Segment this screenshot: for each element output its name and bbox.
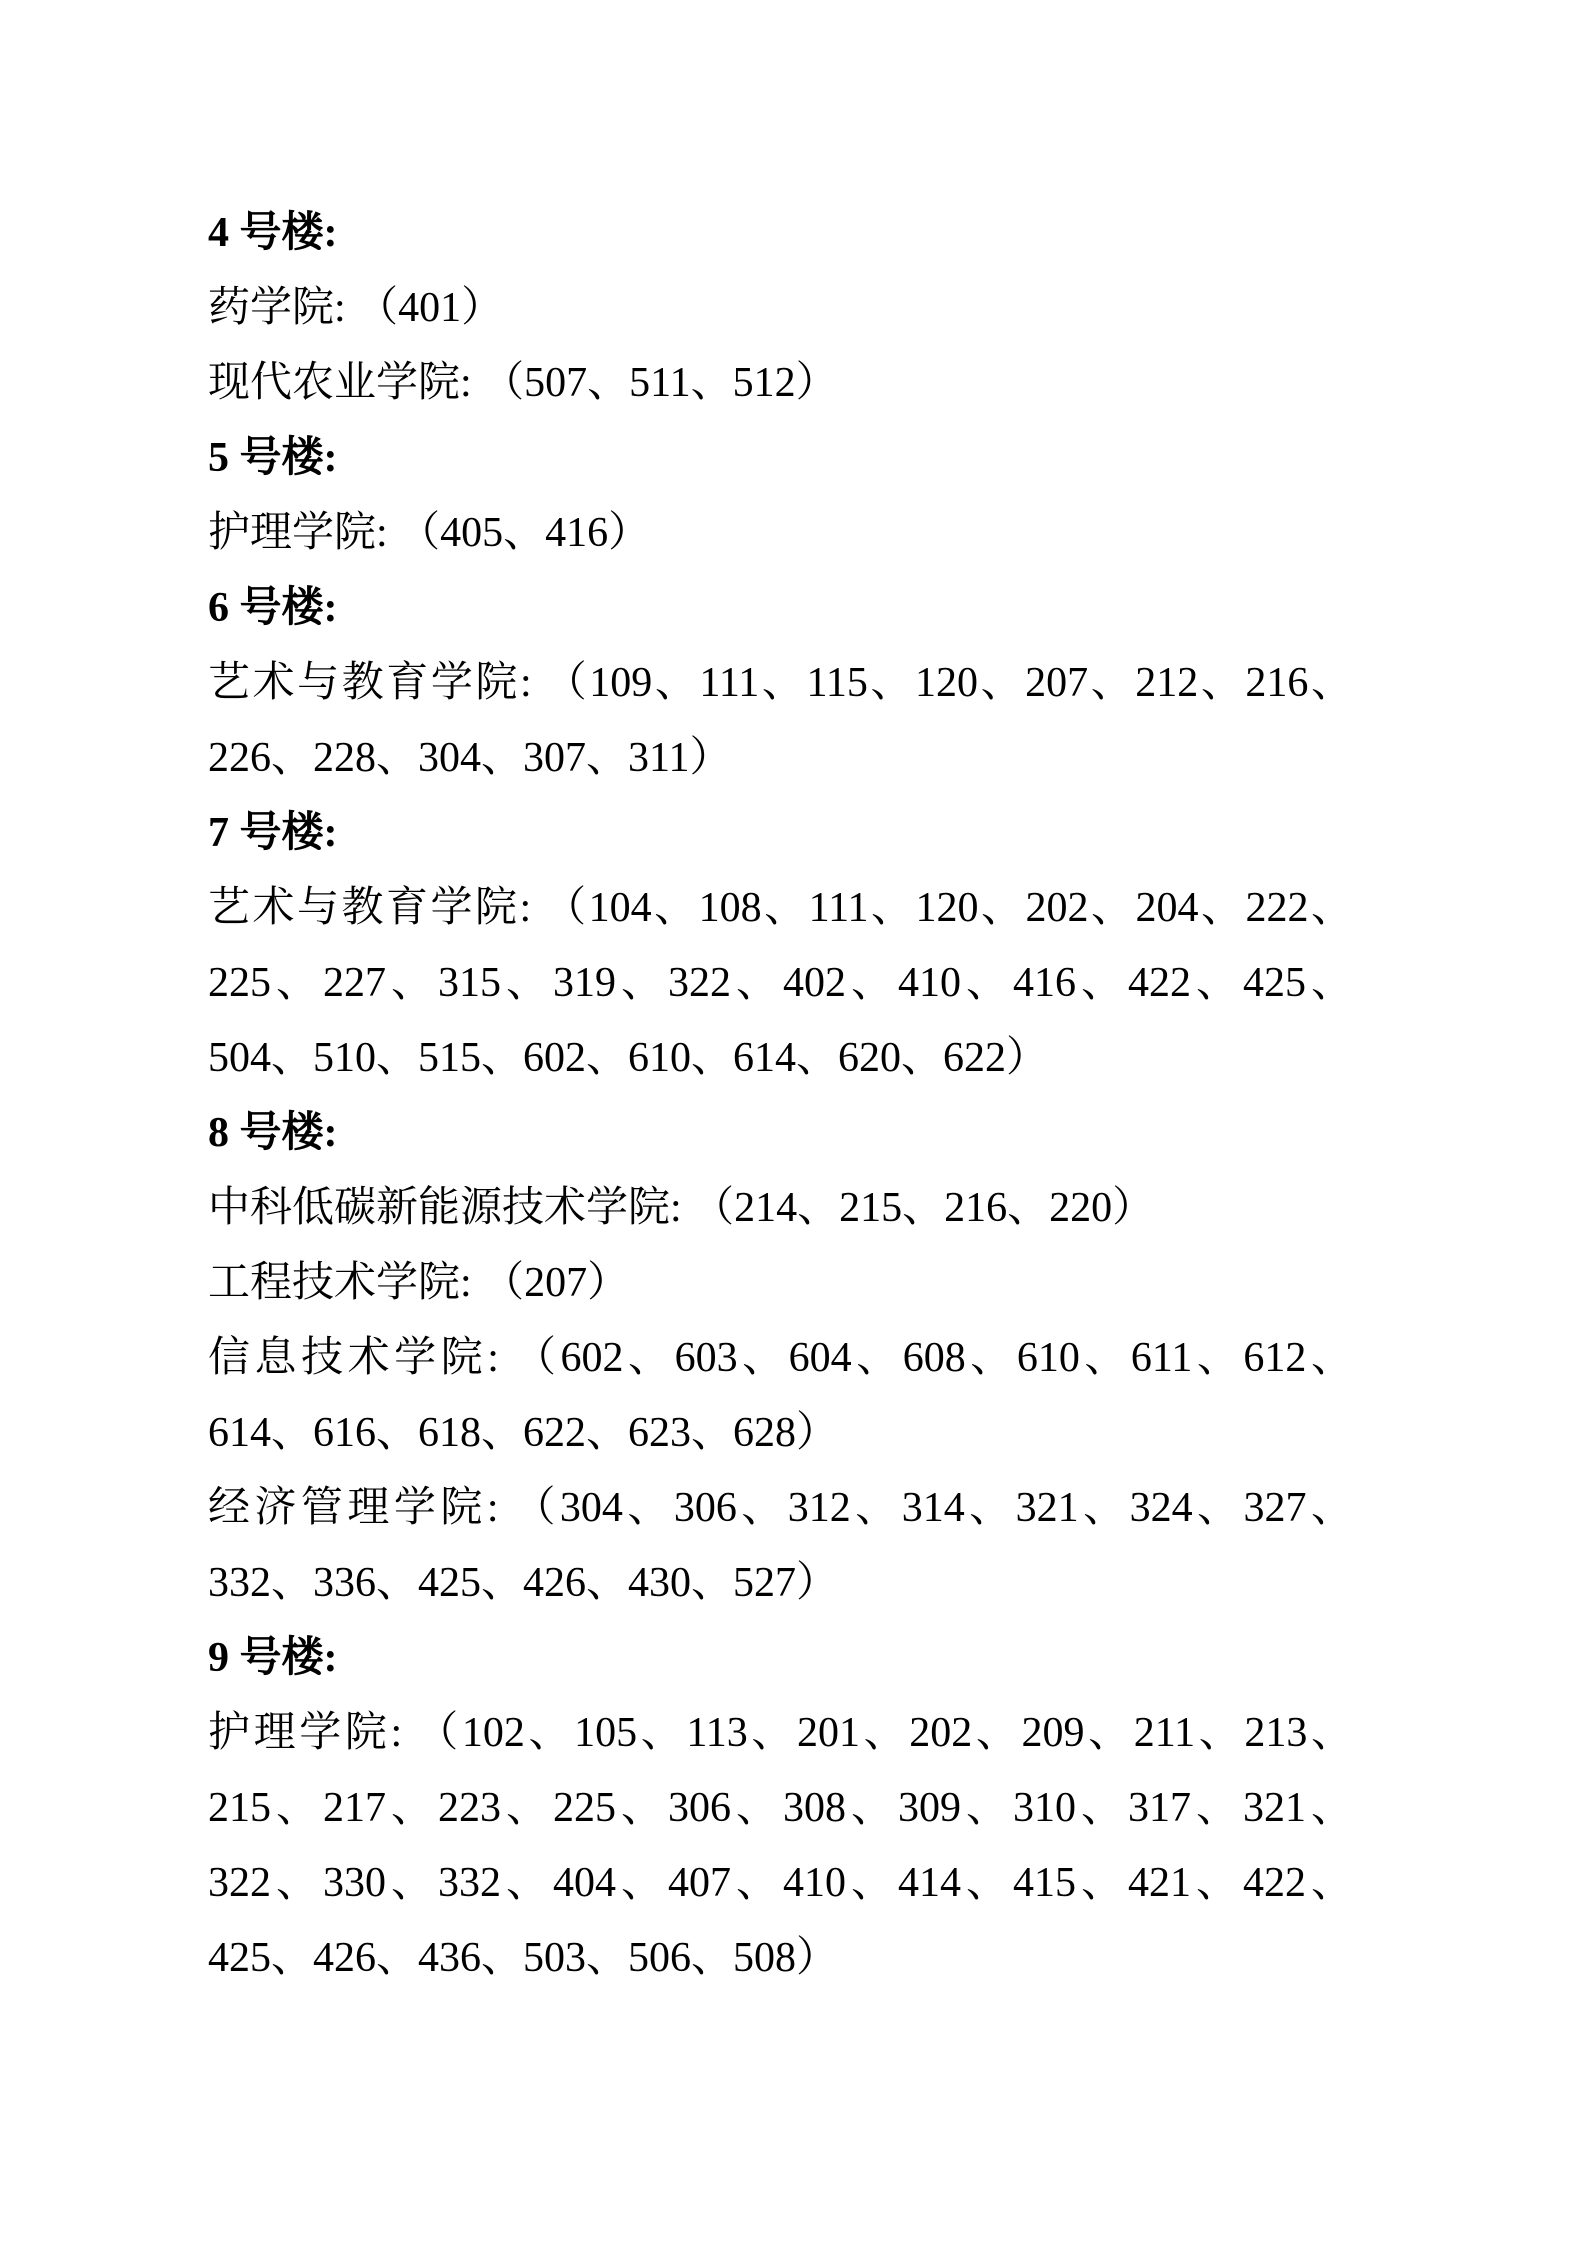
building-heading: 7 号楼: bbox=[208, 810, 338, 856]
building-heading: 5 号楼: bbox=[208, 435, 338, 481]
college-name: 药学院 bbox=[208, 285, 335, 331]
room-number-list: : （109、111、115、120、207、212、216、226、228、304、307、311） bbox=[208, 660, 1353, 781]
college-room-entry bbox=[208, 346, 1353, 421]
room-number-list: : （104、108、111、120、202、204、222、225、227、315、319、322、402、410、416、422、425、504、510、515、602、610、614、620、622） bbox=[208, 885, 1353, 1081]
college-name: 护理学院 bbox=[208, 1710, 391, 1756]
room-number-list: : （102、105、113、201、202、209、211、213、215、217、223、225、306、308、309、310、317、321、322、330、332、404、407、410、414、415、421、422、425、426、436、503、506、508） bbox=[208, 1710, 1353, 1981]
college-name: 艺术与教育学院 bbox=[208, 885, 520, 931]
college-name: 经济管理学院 bbox=[208, 1485, 487, 1531]
building-heading: 8 号楼: bbox=[208, 1110, 338, 1156]
room-number-list: : （507、511、512） bbox=[460, 360, 838, 406]
room-number-list: : （214、215、216、220） bbox=[670, 1185, 1155, 1231]
college-room-entry bbox=[208, 1321, 1353, 1471]
college-room-entry bbox=[208, 646, 1353, 796]
college-name: 现代农业学院 bbox=[208, 360, 461, 406]
college-name: 信息技术学院 bbox=[208, 1335, 488, 1381]
college-room-entry bbox=[208, 496, 1353, 571]
building-heading: 9 号楼: bbox=[208, 1635, 338, 1681]
building-heading: 4 号楼: bbox=[208, 210, 338, 256]
building-heading: 6 号楼: bbox=[208, 585, 338, 631]
college-room-entry bbox=[208, 1471, 1353, 1621]
college-room-entry bbox=[208, 271, 1353, 346]
document-page bbox=[208, 196, 1353, 1996]
college-room-entry bbox=[208, 1246, 1353, 1321]
college-name: 中科低碳新能源技术学院 bbox=[208, 1185, 671, 1231]
college-name: 护理学院 bbox=[208, 510, 377, 556]
college-name: 艺术与教育学院 bbox=[208, 660, 520, 706]
room-number-list: : （304、306、312、314、321、324、327、332、336、425、426、430、527） bbox=[208, 1485, 1353, 1606]
college-room-entry bbox=[208, 1696, 1353, 1996]
room-number-list: : （405、416） bbox=[376, 510, 651, 556]
room-number-list: : （602、603、604、608、610、611、612、614、616、618、622、623、628） bbox=[208, 1335, 1353, 1456]
college-name: 工程技术学院 bbox=[208, 1260, 461, 1306]
room-number-list: : （401） bbox=[334, 285, 504, 331]
college-room-entry bbox=[208, 1171, 1353, 1246]
college-room-entry bbox=[208, 871, 1353, 1096]
room-number-list: : （207） bbox=[460, 1260, 630, 1306]
